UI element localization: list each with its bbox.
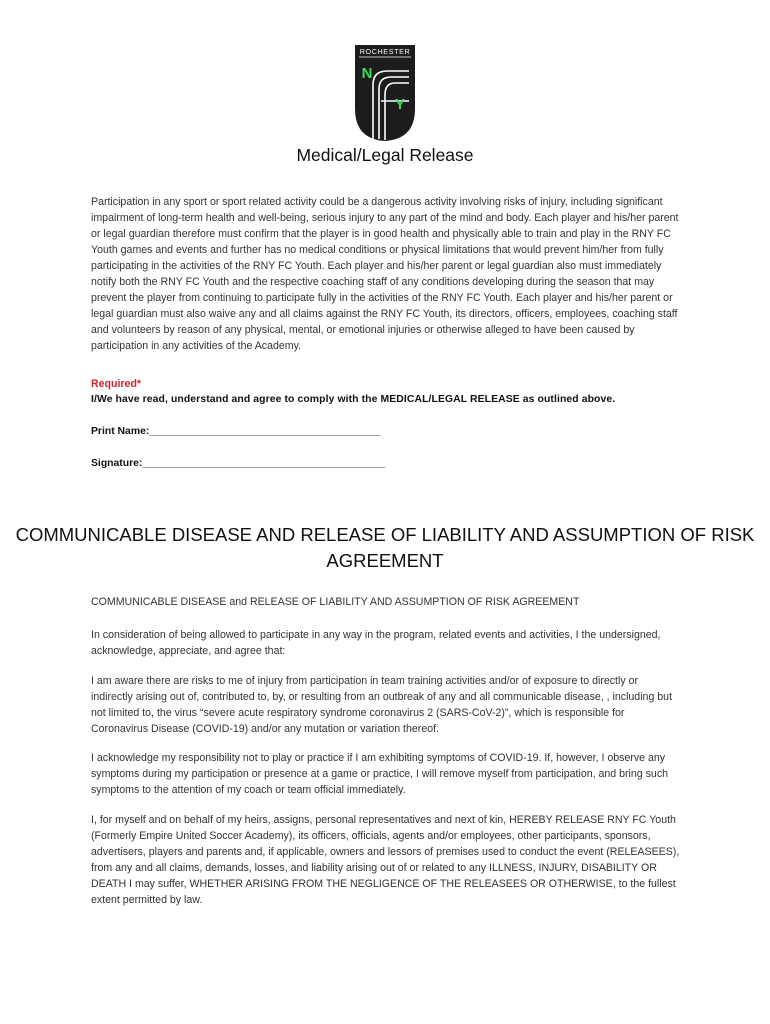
- section-subtitle: COMMUNICABLE DISEASE and RELEASE OF LIABILITY AND ASSUMPTION OF RISK AGREEMENT: [91, 596, 580, 608]
- page-title: Medical/Legal Release: [296, 145, 474, 165]
- club-logo: [351, 43, 419, 143]
- shield-icon: [351, 43, 419, 143]
- section-title: COMMUNICABLE DISEASE AND RELEASE OF LIABILITY AND ASSUMPTION OF RISK AGREEMENT: [15, 524, 755, 571]
- required-label: Required*: [91, 378, 142, 390]
- symptoms-paragraph: I acknowledge my responsibility not to play or practice if I am exhibiting symptoms of COVID-19. If, however, I observe any symptoms during my participation or presence at a game or practice, I will remove myself from participation, and bring such symptoms to the attention of my coach or team official immediately.: [91, 752, 669, 796]
- signature-label: Signature:: [91, 458, 143, 469]
- release-paragraph: I, for myself and on behalf of my heirs, assigns, personal representatives and next of kin, HEREBY RELEASE RNY FC Youth (Formerly Empire United Soccer Academy), its officers, officials, agents and/or employees, other participants, sponsors, advertisers, players and parents and, if applicable, owners and lessors of premises used to conduct the event (RELEASEES), from any and all claims, demands, losses, and liability arising out of or related to any ILLNESS, INJURY, DISABILITY OR DEATH I may suffer, WHETHER ARISING FROM THE NEGLIGENCE OF THE RELEASEES OR OTHERWISE, to the fullest extent permitted by law.: [91, 814, 680, 906]
- print-name-field[interactable]: [91, 426, 380, 437]
- consideration-paragraph: In consideration of being allowed to participate in any way in the program, related events and activities, I the undersigned, acknowledge, appreciate, and agree that:: [91, 629, 661, 657]
- logo-letter-n: N: [361, 65, 373, 82]
- print-name-label: Print Name:: [91, 426, 150, 437]
- signature-blank[interactable]: __________________________________________: [142, 458, 386, 469]
- medical-release-body: Participation in any sport or sport related activity could be a dangerous activity involving risks of injury, including significant impairment of long-term health and well-being, serious injury to any part of the mind and body. Each player and his/her parent or legal guardian therefore must confirm that the player is in good health and physically able to train and play in the RNY FC Youth games and events and further has no medical conditions or physical limitations that would prevent him/her from fully participating in the activities of the RNY FC Youth. Each player and his/her parent or legal guardian also must immediately notify both the RNY FC Youth and the respective coaching staff of any conditions developing during the season that may prevent the player from continuing to participate fully in the activities of the RNY FC Youth. Each player and his/her parent or legal guardian must also waive any and all claims against the RNY FC Youth, its directors, officers, employees, coaching staff and volunteers by reason of any physical, mental, or emotional injuries or otherwise alleged to have been caused by participation in any activities of the Academy.: [91, 196, 679, 352]
- print-name-blank[interactable]: ________________________________________: [149, 426, 381, 437]
- logo-letter-y: Y: [394, 96, 406, 113]
- risk-awareness-paragraph: I am aware there are risks to me of injury from participation in team training activities and/or of exposure to directly or indirectly arising out of, contributed to, by, or resulting from an outbreak of any and all communicable disease, , including but not limited to, the virus “severe acute respiratory syndrome coronavirus 2 (SARS-CoV-2)”, which is responsible for Coronavirus Disease (COVID-19) and/or any mutation or variation thereof.: [91, 675, 673, 735]
- signature-field[interactable]: [91, 458, 385, 469]
- agreement-statement: I/We have read, understand and agree to comply with the MEDICAL/LEGAL RELEASE as outlined above.: [91, 394, 616, 405]
- logo-top-text: ROCHESTER: [359, 47, 411, 56]
